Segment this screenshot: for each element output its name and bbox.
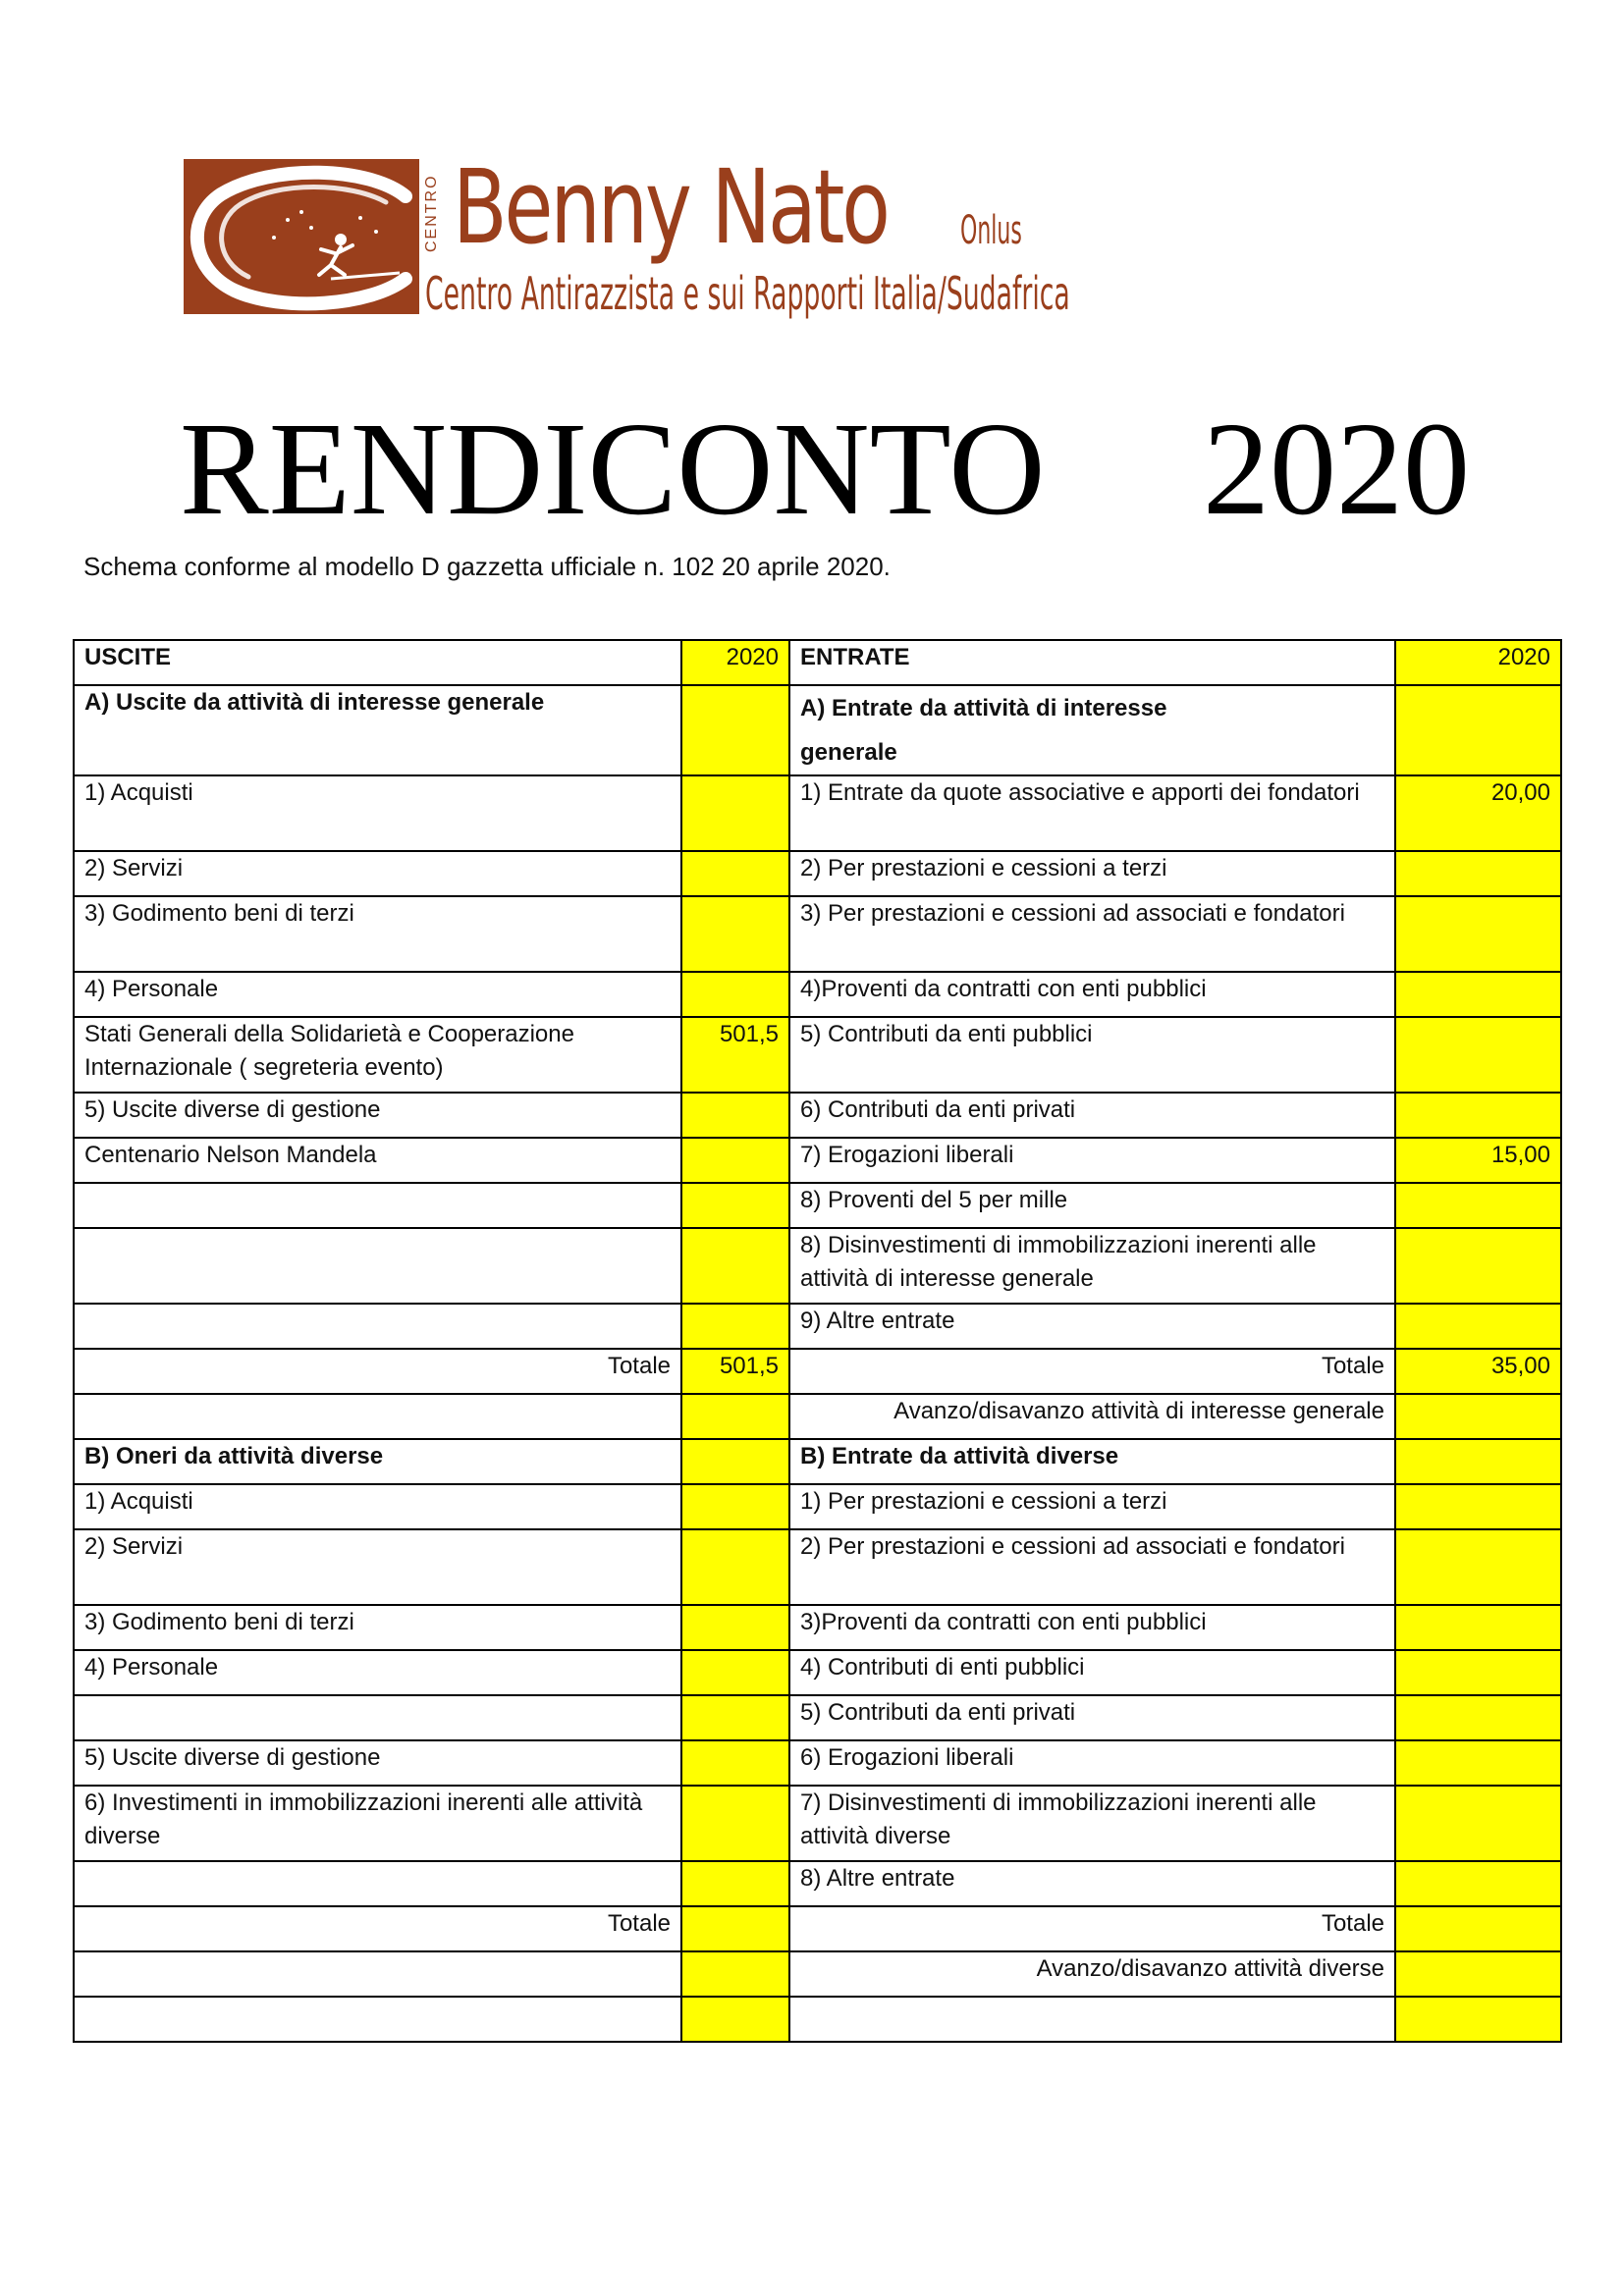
uscite-cell (74, 1861, 681, 1906)
uscite-cell: Centenario Nelson Mandela (74, 1138, 681, 1183)
table-row (74, 1228, 1561, 1304)
uscite-totale-value: 501,5 (681, 1349, 789, 1394)
entrate-cell (789, 1997, 1395, 2042)
entrate-value (1395, 1484, 1561, 1529)
avanzo-row-a (74, 1394, 1561, 1439)
entrate-cell: 7) Erogazioni liberali (789, 1138, 1395, 1183)
uscite-value (681, 851, 789, 896)
entrate-cell: 8) Proventi del 5 per mille (789, 1183, 1395, 1228)
uscite-value (681, 1695, 789, 1740)
organization-logo (184, 147, 1070, 324)
table-row (74, 1484, 1561, 1529)
uscite-value (681, 1394, 789, 1439)
logo-centro-label: CENTRO (423, 174, 440, 252)
entrate-totale-label: Totale (789, 1906, 1395, 1951)
entrate-totale-value: 35,00 (1395, 1349, 1561, 1394)
entrate-cell: 4) Contributi di enti pubblici (789, 1650, 1395, 1695)
entrate-cell: 5) Contributi da enti privati (789, 1695, 1395, 1740)
uscite-value (681, 896, 789, 972)
uscite-cell: 2) Servizi (74, 851, 681, 896)
entrate-value (1395, 1997, 1561, 2042)
uscite-value (681, 1529, 789, 1605)
entrate-cell: 1) Entrate da quote associative e apporti dei fondatori (789, 775, 1395, 851)
uscite-cell (74, 1997, 681, 2042)
avanzo-value (1395, 1394, 1561, 1439)
uscite-value: 501,5 (681, 1017, 789, 1093)
uscite-value (681, 1786, 789, 1861)
header-entrate: ENTRATE (789, 640, 1395, 685)
uscite-value (681, 1997, 789, 2042)
table-row (74, 972, 1561, 1017)
uscite-cell: Stati Generali della Solidarietà e Cooperazione Internazionale ( segreteria evento) (74, 1017, 681, 1093)
table-row (74, 1605, 1561, 1650)
uscite-value (681, 1951, 789, 1997)
uscite-cell: 5) Uscite diverse di gestione (74, 1093, 681, 1138)
entrate-cell (789, 685, 1395, 775)
entrate-value (1395, 685, 1561, 775)
entrate-value: 20,00 (1395, 775, 1561, 851)
entrate-cell-line2: generale (800, 739, 897, 766)
uscite-totale-label: Totale (74, 1906, 681, 1951)
uscite-totale-value (681, 1906, 789, 1951)
table-row (74, 775, 1561, 851)
logo-name: Benny Nato (453, 147, 888, 267)
entrate-value (1395, 1650, 1561, 1695)
uscite-cell (74, 1394, 681, 1439)
uscite-value (681, 1484, 789, 1529)
entrate-cell: 8) Altre entrate (789, 1861, 1395, 1906)
entrate-value (1395, 1529, 1561, 1605)
uscite-cell (74, 1228, 681, 1304)
uscite-cell: 4) Personale (74, 1650, 681, 1695)
header-uscite-year: 2020 (681, 640, 789, 685)
entrate-value (1395, 1786, 1561, 1861)
entrate-value (1395, 1605, 1561, 1650)
uscite-value (681, 1304, 789, 1349)
table-row (74, 1183, 1561, 1228)
entrate-value (1395, 851, 1561, 896)
header-uscite: USCITE (74, 640, 681, 685)
entrate-value (1395, 896, 1561, 972)
entrate-cell: 6) Contributi da enti privati (789, 1093, 1395, 1138)
entrate-cell: 9) Altre entrate (789, 1304, 1395, 1349)
entrate-cell: 3) Per prestazioni e cessioni ad associati e fondatori (789, 896, 1395, 972)
avanzo-row-b (74, 1951, 1561, 1997)
document-subtitle: Schema conforme al modello D gazzetta ufficiale n. 102 20 aprile 2020. (83, 552, 891, 581)
logo-emblem (184, 159, 419, 314)
document-year: 2020 (1203, 396, 1470, 543)
uscite-cell: 2) Servizi (74, 1529, 681, 1605)
uscite-totale-label: Totale (74, 1349, 681, 1394)
table-row (74, 1529, 1561, 1605)
entrate-value (1395, 1304, 1561, 1349)
table-row (74, 1861, 1561, 1906)
runner-emblem-icon (184, 159, 419, 314)
uscite-cell: A) Uscite da attività di interesse generale (74, 685, 681, 775)
section-b-header-row (74, 1439, 1561, 1484)
table-row (74, 1304, 1561, 1349)
uscite-cell (74, 1695, 681, 1740)
uscite-cell: 1) Acquisti (74, 775, 681, 851)
table-row (74, 1017, 1561, 1093)
entrate-value (1395, 1861, 1561, 1906)
table-row (74, 896, 1561, 972)
table-row (74, 1093, 1561, 1138)
uscite-value (681, 1439, 789, 1484)
entrate-value (1395, 1093, 1561, 1138)
uscite-value (681, 1228, 789, 1304)
uscite-cell: 5) Uscite diverse di gestione (74, 1740, 681, 1786)
entrate-value (1395, 1228, 1561, 1304)
uscite-cell: 6) Investimenti in immobilizzazioni inerenti alle attività diverse (74, 1786, 681, 1861)
uscite-value (681, 1740, 789, 1786)
totale-row-b (74, 1906, 1561, 1951)
entrate-cell: B) Entrate da attività diverse (789, 1439, 1395, 1484)
entrate-cell: 6) Erogazioni liberali (789, 1740, 1395, 1786)
uscite-value (681, 1861, 789, 1906)
logo-onlus: Onlus (960, 208, 1022, 253)
entrate-cell: 2) Per prestazioni e cessioni ad associati e fondatori (789, 1529, 1395, 1605)
document-title: RENDICONTO (180, 396, 1046, 543)
uscite-value (681, 972, 789, 1017)
uscite-cell (74, 1183, 681, 1228)
entrate-value (1395, 1695, 1561, 1740)
uscite-cell: 1) Acquisti (74, 1484, 681, 1529)
uscite-value (681, 1138, 789, 1183)
uscite-value (681, 1605, 789, 1650)
uscite-cell: 3) Godimento beni di terzi (74, 1605, 681, 1650)
table-row (74, 1786, 1561, 1861)
uscite-value (681, 1650, 789, 1695)
entrate-value (1395, 1183, 1561, 1228)
avanzo-label: Avanzo/disavanzo attività diverse (789, 1951, 1395, 1997)
uscite-value (681, 685, 789, 775)
table-row (74, 685, 1561, 775)
uscite-cell: 4) Personale (74, 972, 681, 1017)
entrate-value (1395, 1017, 1561, 1093)
uscite-value (681, 1093, 789, 1138)
totale-row-a (74, 1349, 1561, 1394)
entrate-cell: 7) Disinvestimenti di immobilizzazioni inerenti alle attività diverse (789, 1786, 1395, 1861)
uscite-value (681, 775, 789, 851)
avanzo-value (1395, 1951, 1561, 1997)
table-row (74, 1740, 1561, 1786)
header-entrate-year: 2020 (1395, 640, 1561, 685)
logo-tagline: Centro Antirazzista e sui Rapporti Italia/Sudafrica (425, 267, 1070, 320)
entrate-totale-label: Totale (789, 1349, 1395, 1394)
avanzo-label: Avanzo/disavanzo attività di interesse generale (789, 1394, 1395, 1439)
table-row (74, 1138, 1561, 1183)
entrate-value (1395, 1439, 1561, 1484)
table-row (74, 1695, 1561, 1740)
entrate-cell: 3)Proventi da contratti con enti pubblici (789, 1605, 1395, 1650)
entrate-cell: 4)Proventi da contratti con enti pubblici (789, 972, 1395, 1017)
table-header-row (74, 640, 1561, 685)
uscite-cell (74, 1951, 681, 1997)
entrate-cell: 5) Contributi da enti pubblici (789, 1017, 1395, 1093)
entrate-value: 15,00 (1395, 1138, 1561, 1183)
uscite-cell: B) Oneri da attività diverse (74, 1439, 681, 1484)
entrate-cell: 1) Per prestazioni e cessioni a terzi (789, 1484, 1395, 1529)
table-row (74, 851, 1561, 896)
table-row (74, 1997, 1561, 2042)
uscite-cell: 3) Godimento beni di terzi (74, 896, 681, 972)
entrate-cell-line1: A) Entrate da attività di interesse (800, 695, 1167, 721)
entrate-value (1395, 1740, 1561, 1786)
uscite-cell (74, 1304, 681, 1349)
rendiconto-table (73, 639, 1562, 2043)
entrate-cell: 2) Per prestazioni e cessioni a terzi (789, 851, 1395, 896)
entrate-cell: 8) Disinvestimenti di immobilizzazioni inerenti alle attività di interesse generale (789, 1228, 1395, 1304)
entrate-totale-value (1395, 1906, 1561, 1951)
entrate-value (1395, 972, 1561, 1017)
table-row (74, 1650, 1561, 1695)
uscite-value (681, 1183, 789, 1228)
